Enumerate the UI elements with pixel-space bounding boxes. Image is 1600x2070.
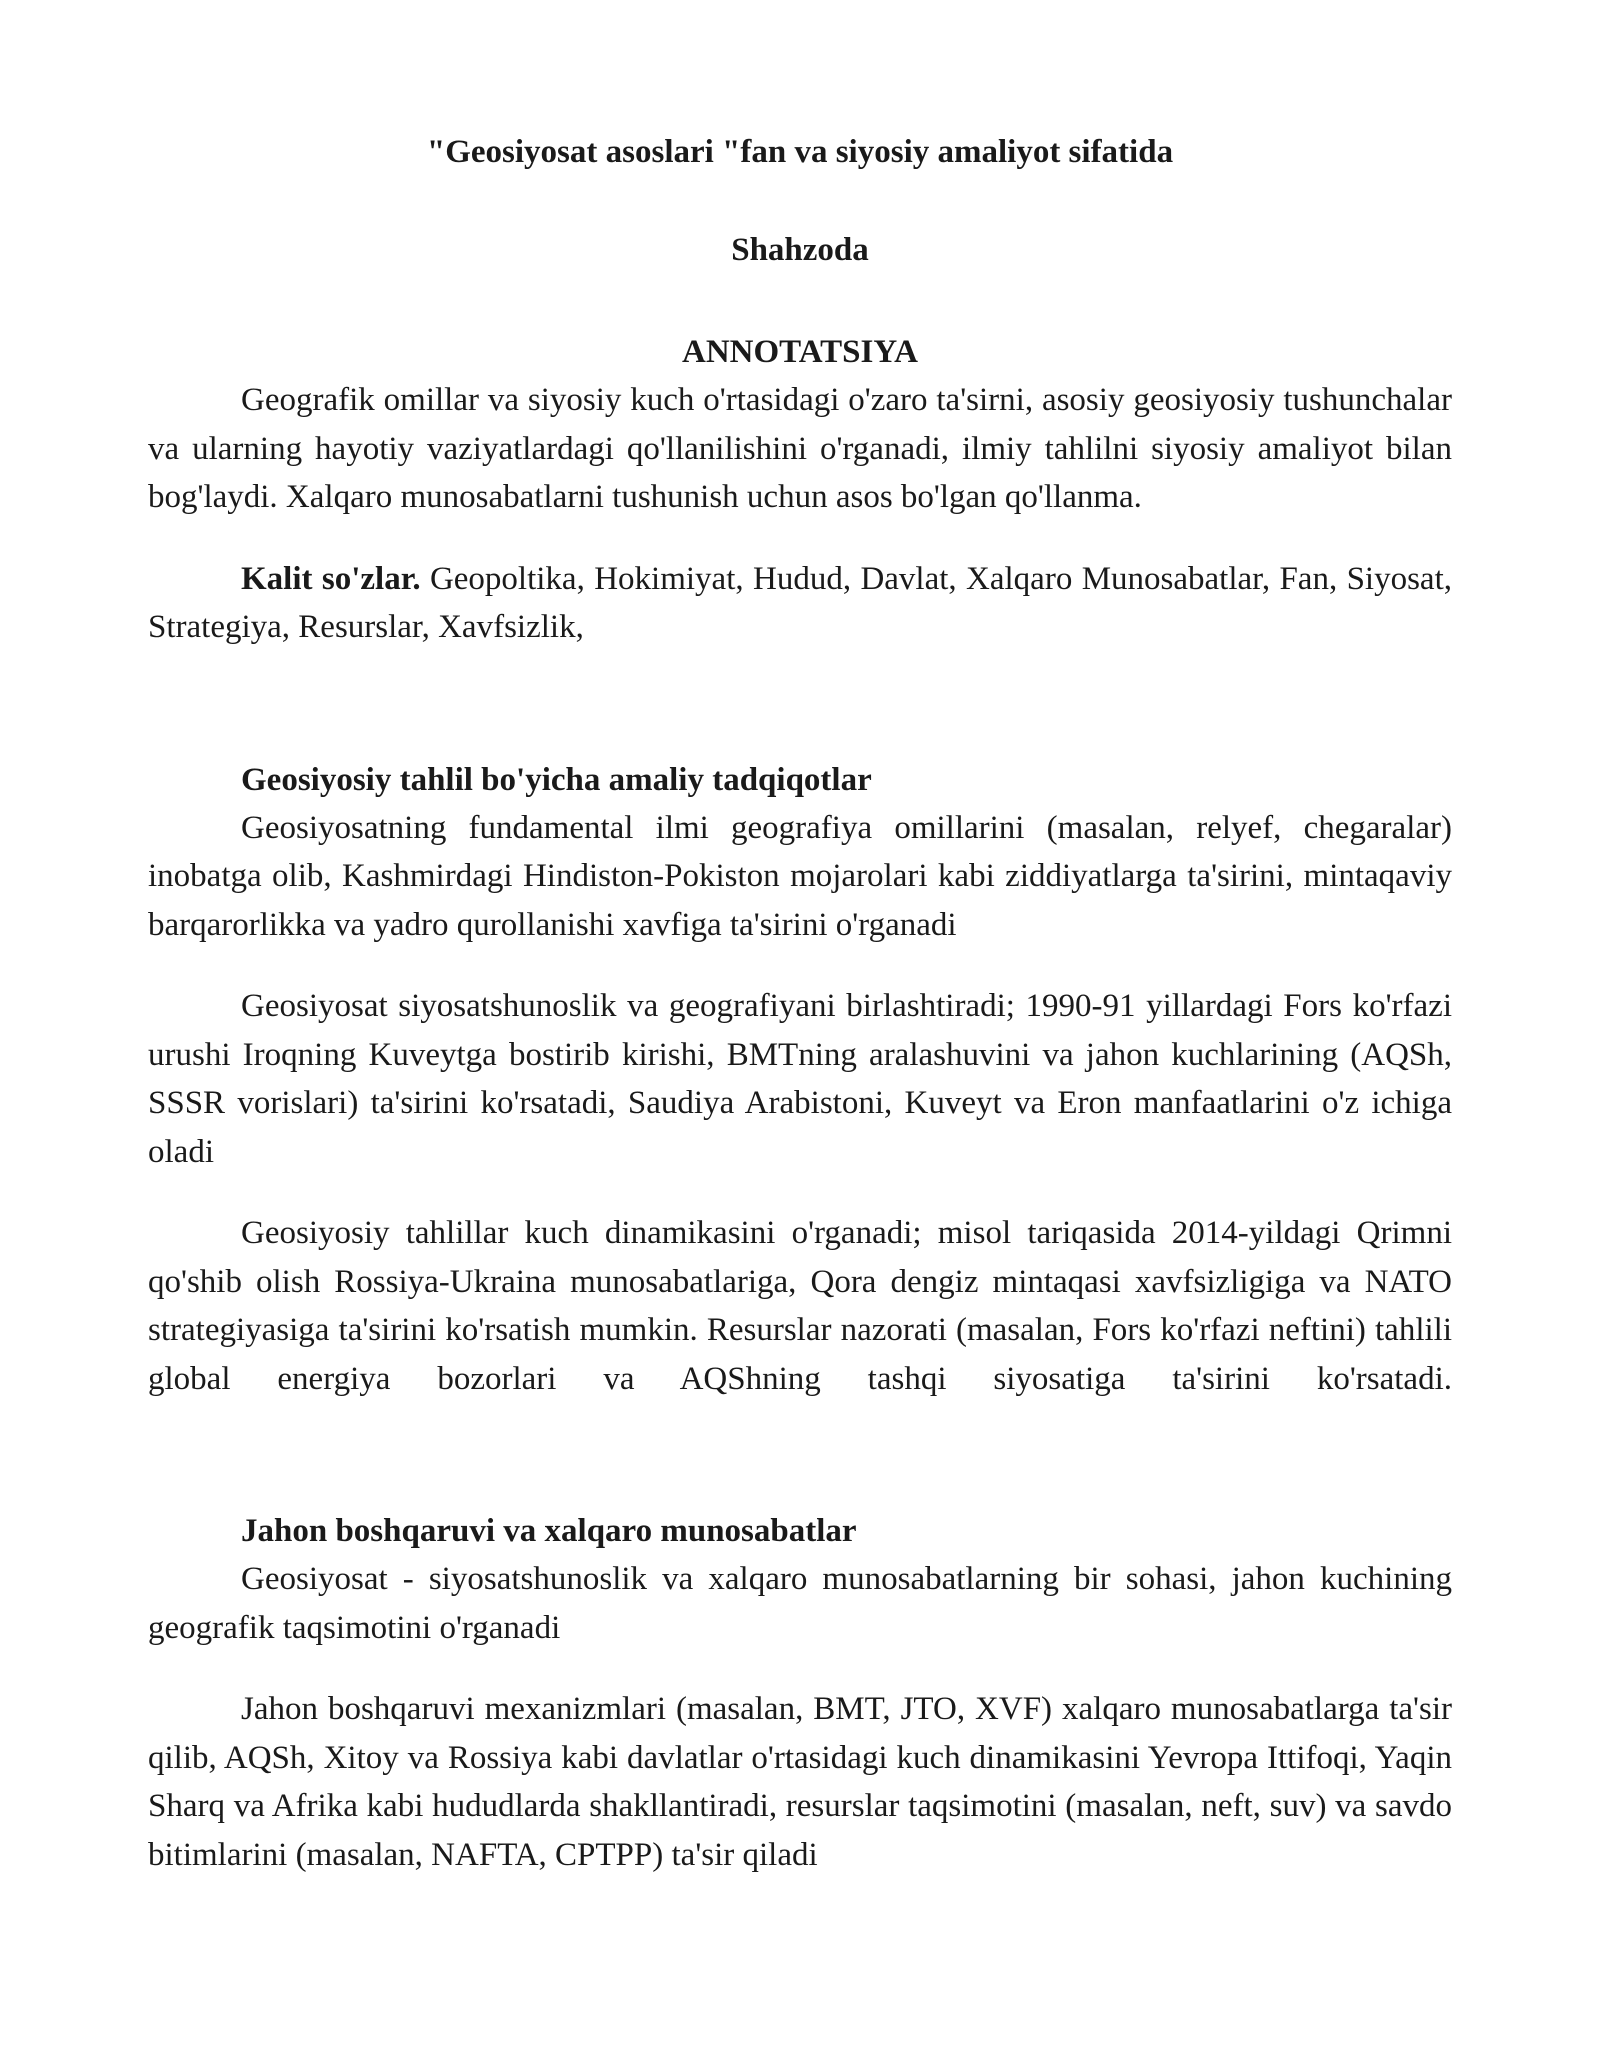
section-heading-global-governance: Jahon boshqaruvi va xalqaro munosabatlar	[241, 1513, 857, 1549]
section-2-paragraph-1: Geosiyosat - siyosatshunoslik va xalqaro munosabatlarning bir sohasi, jahon kuchining geografik taqsimotini o'rganadi	[148, 1561, 1452, 1646]
section-1-paragraph-1: Geosiyosatning fundamental ilmi geografiya omillarini (masalan, relyef, chegaralar) inobatga olib, Kashmirdagi Hindiston-Pokiston mojarolari kabi ziddiyatlarga ta'sirini, mintaqaviy barqarorlikka va yadro qurollanishi xavfiga ta'sirini o'rganadi	[148, 809, 1452, 943]
keywords-list: Geopoltika, Hokimiyat, Hudud, Davlat, Xalqaro Munosabatlar, Fan, Siyosat, Strategiya, Resurslar, Xavfsizlik,	[148, 560, 1452, 645]
annotation-heading: ANNOTATSIYA	[682, 334, 918, 370]
keywords-paragraph	[148, 555, 1452, 652]
section-1-paragraph-3: Geosiyosiy tahlillar kuch dinamikasini o'rganadi; misol tariqasida 2014-yildagi Qrimni qo'shib olish Rossiya-Ukraina munosabatlariga, Qora dengiz mintaqasi xavfsizligiga va NATO strategiyasiga ta'sirini ko'rsatish mumkin. Resurslar nazorati (masalan, Fors ko'rfazi neftini) tahlili global energiya bozorlari va AQShning tashqi siyosatiga ta'sirini ko'rsatadi.	[148, 1215, 1452, 1397]
annotation-paragraph: Geografik omillar va siyosiy kuch o'rtasidagi o'zaro ta'sirni, asosiy geosiyosiy tushunchalar va ularning hayotiy vaziyatlardagi qo'llanilishini o'rganadi, ilmiy tahlilni siyosiy amaliyot bilan bog'laydi. Xalqaro munosabatlarni tushunish uchun asos bo'lgan qo'llanma.	[148, 382, 1452, 515]
document-page	[148, 128, 1452, 1879]
author-name: Shahzoda	[731, 232, 869, 268]
section-heading-applied-research: Geosiyosiy tahlil bo'yicha amaliy tadqiqotlar	[241, 761, 872, 798]
keywords-label: Kalit so'zlar.	[241, 560, 421, 597]
section-1-paragraph-2: Geosiyosat siyosatshunoslik va geografiyani birlashtiradi; 1990-91 yillardagi Fors ko'rfazi urushi Iroqning Kuveytga bostirib kirishi, BMTning aralashuvini va jahon kuchlarining (AQSh, SSSR vorislari) ta'sirini ko'rsatadi, Saudiya Arabistoni, Kuveyt va Eron manfaatlarini o'z ichiga oladi	[148, 988, 1452, 1170]
section-2-paragraph-2: Jahon boshqaruvi mexanizmlari (masalan, BMT, JTO, XVF) xalqaro munosabatlarga ta'sir qilib, AQSh, Xitoy va Rossiya kabi davlatlar o'rtasidagi kuch dinamikasini Yevropa Ittifoqi, Yaqin Sharq va Afrika kabi hududlarda shakllantiradi, resurslar taqsimotini (masalan, neft, suv) va savdo bitimlarini (masalan, NAFTA, CPTPP) ta'sir qiladi	[148, 1691, 1452, 1873]
document-title: "Geosiyosat asoslari "fan va siyosiy amaliyot sifatida	[426, 134, 1174, 170]
